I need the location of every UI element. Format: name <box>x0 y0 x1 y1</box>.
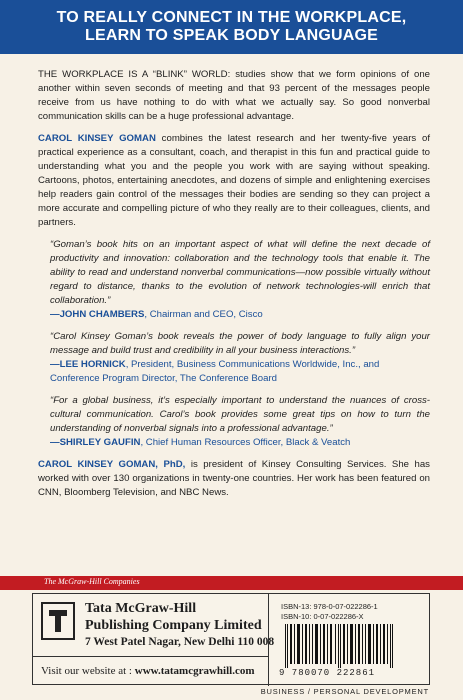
website-row <box>33 656 268 685</box>
testimonial-title: , Chief Human Resources Officer, Black & Veatch <box>140 437 351 448</box>
testimonial-1 <box>50 238 430 322</box>
back-cover-content <box>38 68 430 508</box>
author-name: CAROL KINSEY GOMAN <box>38 133 156 144</box>
publisher-name-line-2: Publishing Company Limited <box>85 618 262 633</box>
testimonial-text: “For a global business, it’s especially important to understand the nuances of cross-cultural communication. Carol’s book provides some great tips on how to turn the understanding of nonverbal signals into a professional advantage.” <box>50 395 430 434</box>
isbn-area <box>268 594 431 686</box>
publisher-strip <box>0 576 463 590</box>
testimonial-name: —SHIRLEY GAUFIN <box>50 437 141 448</box>
testimonial-name: —JOHN CHAMBERS <box>50 309 145 320</box>
testimonial-name: —LEE HORNICK <box>50 359 126 370</box>
cover-header <box>0 0 463 54</box>
testimonial-3 <box>50 394 430 450</box>
author-bio <box>38 458 430 500</box>
bio-name: CAROL KINSEY GOMAN, PhD, <box>38 459 186 470</box>
testimonial-attribution <box>50 308 430 322</box>
barcode-icon <box>283 624 403 668</box>
publisher-name <box>85 600 262 634</box>
testimonial-title: , President, Business Communications Worldwide, Inc., and Conference Program Director, The Conference Board <box>50 359 380 384</box>
testimonial-title: , Chairman and CEO, Cisco <box>144 309 263 320</box>
testimonial-attribution <box>50 358 430 386</box>
header-line-1: TO REALLY CONNECT IN THE WORKPLACE, <box>56 9 407 26</box>
testimonial-2 <box>50 330 430 386</box>
testimonial-attribution <box>50 436 430 450</box>
publisher-box <box>32 593 430 685</box>
category-label: BUSINESS / PERSONAL DEVELOPMENT <box>260 687 429 696</box>
isbn-13: ISBN-13: 978-0-07-022286-1 <box>281 602 378 611</box>
website-link[interactable]: www.tatamcgrawhill.com <box>134 665 255 677</box>
header-line-2: LEARN TO SPEAK BODY LANGUAGE <box>84 27 379 44</box>
description-paragraph <box>38 132 430 230</box>
isbn-10: ISBN-10: 0-07-022286-X <box>281 612 364 621</box>
description-text: combines the latest research and her twenty-five years of practical experience as a consultant, coach, and therapist in this fun and practical guide to understanding what you and the people you work with are saying without speaking. Cartoons, photos, entertaining anecdotes, and dozens of simple and enlightening exercises help readers gain control of the messages their bodies are sending so they can project a more accurate and compelling picture of who they really are to their colleagues, clients, and partners. <box>38 133 430 228</box>
intro-paragraph: THE WORKPLACE IS A “BLINK” WORLD: studies show that we form opinions of one another within seven seconds of meeting and that 93 percent of the messages people receive from us have nothing to do with what we actually say. So good nonverbal communication skills can be a huge professional advantage. <box>38 69 430 122</box>
website-prefix: Visit our website at : <box>41 665 135 677</box>
testimonial-text: “Carol Kinsey Goman’s book reveals the power of body language to fully align your message and build trust and credibility in all your business interactions.” <box>50 331 430 356</box>
bio-text: is president of Kinsey Consulting Services. She has worked with over 130 organizations in twenty-one countries. Her work has been featured on CNN, Bloomberg Television, and NBC News. <box>38 459 430 498</box>
publisher-name-line-1: Tata McGraw-Hill <box>85 601 197 616</box>
publisher-strip-label: The McGraw-Hill Companies <box>44 577 140 586</box>
publisher-address: 7 West Patel Nagar, New Delhi 110 008 <box>85 636 275 648</box>
testimonial-text: “Goman’s book hits on an important aspect of what will define the next decade of productivity and innovation: collaboration and the technology tools that enable it. The ability to read and understand nonverbal communications—now possible virtually without regard to distance, thanks to the evolution of network technologies-will enrich that collaboration.” <box>50 239 430 306</box>
publisher-logo-icon <box>41 602 75 640</box>
barcode-digits: 9 780070 222861 <box>279 668 376 678</box>
